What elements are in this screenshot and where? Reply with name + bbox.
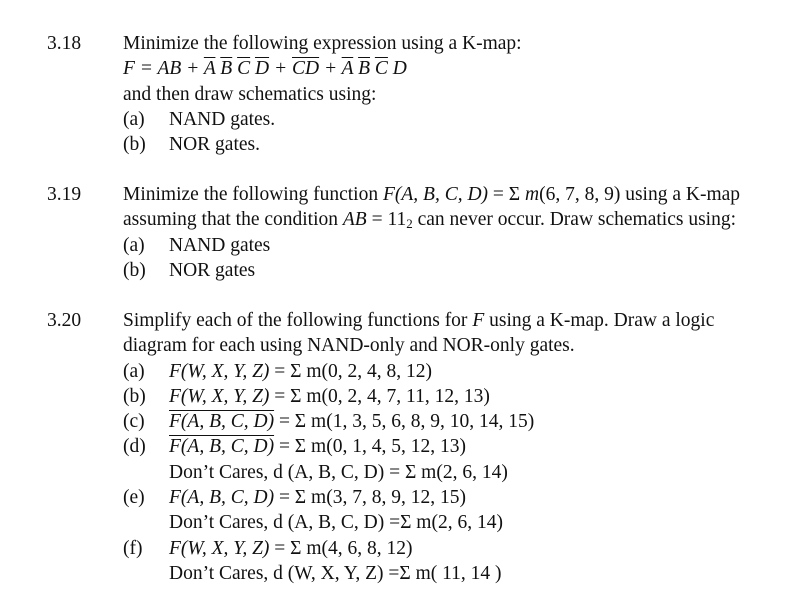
item-label: (b) [123, 259, 146, 281]
item-function: F(W, X, Y, Z) [169, 360, 270, 382]
item-text: NAND gates. [169, 108, 276, 130]
problem-body [123, 308, 808, 586]
item-label: (a) [123, 234, 145, 256]
item-label: (c) [123, 411, 145, 433]
item-function: F(W, X, Y, Z) [169, 385, 270, 407]
problem-line: Simplify each of the following functions for F using a K-map. Draw a logic [123, 310, 715, 331]
item-label: (a) [123, 360, 145, 382]
list-item [123, 233, 808, 258]
list-item [123, 258, 808, 283]
item-minterms: = Σ m(4, 6, 8, 12) [269, 537, 413, 559]
problem-line: diagram for each using NAND-only and NOR-only gates. [123, 335, 575, 357]
item-function: F(W, X, Y, Z) [169, 537, 270, 559]
problem-intro: Minimize the following expression using a K-map: [123, 33, 522, 54]
item-label: (b) [123, 134, 146, 156]
dont-cares-line: Don’t Cares, d (A, B, C, D) = Σ m(2, 6, 14) [169, 461, 508, 483]
item-label: (d) [123, 436, 146, 458]
item-function: F(A, B, C, D) [169, 487, 275, 509]
item-function: F(A, B, C, D) [169, 411, 275, 433]
problem-body [123, 182, 808, 283]
problem-number: 3.20 [47, 310, 82, 331]
item-minterms: = Σ m(1, 3, 5, 6, 8, 9, 10, 14, 15) [274, 411, 535, 433]
item-minterms: = Σ m(0, 2, 4, 8, 12) [269, 360, 433, 382]
dont-cares-line: Don’t Cares, d (A, B, C, D) =Σ m(2, 6, 14) [169, 512, 503, 534]
item-minterms: = Σ m(0, 2, 4, 7, 11, 12, 13) [269, 385, 490, 407]
list-item [123, 107, 808, 132]
item-label: (e) [123, 487, 145, 509]
item-minterms: = Σ m(3, 7, 8, 9, 12, 15) [274, 487, 466, 509]
item-text: NOR gates [169, 259, 256, 281]
problem-number: 3.19 [47, 184, 82, 205]
boolean-expression: F = AB + $\overline{A}$ $\overline{B}$ $\overline{C}$ $\overline{D} + \overline{CD} + \overline{A}$ $\overline{B}$ $\overline{C}$ D [123, 58, 407, 80]
list-item [123, 434, 808, 459]
item-text: NOR gates. [169, 134, 260, 156]
problem-line: Minimize the following function F(A, B, C, D) = Σ m(6, 7, 8, 9) using a K-map [123, 184, 741, 205]
item-label: (a) [123, 108, 145, 130]
list-item [123, 485, 808, 510]
list-item [123, 409, 808, 434]
list-item [123, 359, 808, 384]
item-label: (f) [123, 537, 143, 559]
item-function: F(A, B, C, D) [169, 436, 275, 458]
problem-line: assuming that the condition AB = $11_2$ can never occur. Draw schematics using: [123, 209, 737, 232]
dont-cares-line: Don’t Cares, d (W, X, Y, Z) =Σ m( 11, 14 ) [169, 562, 502, 584]
list-item [123, 132, 808, 157]
item-text: NAND gates [169, 234, 271, 256]
problem-then-text: and then draw schematics using: [123, 83, 377, 105]
item-label: (b) [123, 385, 146, 407]
problem-number: 3.18 [47, 33, 82, 54]
list-item [123, 536, 808, 561]
item-minterms: = Σ m(0, 1, 4, 5, 12, 13) [274, 436, 466, 458]
list-item [123, 384, 808, 409]
problem-body [123, 31, 808, 157]
